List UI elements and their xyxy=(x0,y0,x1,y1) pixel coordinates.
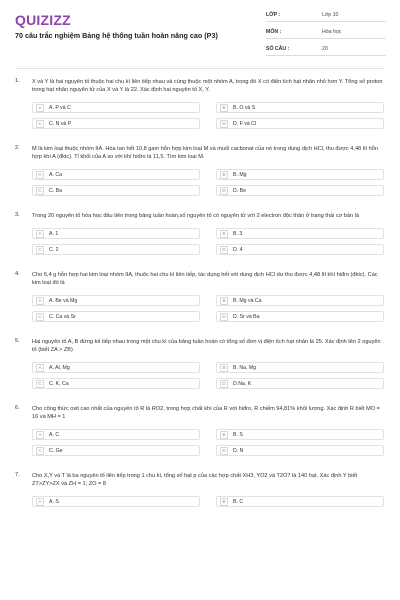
question-7 xyxy=(0,472,400,512)
answer-option-c[interactable] xyxy=(32,118,200,129)
option-letter-box: A xyxy=(36,230,44,238)
option-text: B. Mg và Ca xyxy=(233,297,262,304)
question-text: Cho 6,4 g hỗn hợp hai kim loại nhóm IIA, thuộc hai chu kì liên tiếp, tác dụng hết với dung dịch HCl dư thu được 4,48 lít khí hiđro (đktc). Các kim loại đó là xyxy=(32,272,378,286)
answer-option-b[interactable] xyxy=(216,429,384,440)
meta-row-question-count xyxy=(266,42,386,56)
option-text: D. Sr và Ba xyxy=(233,313,260,320)
meta-label-subject: MÔN : xyxy=(266,28,282,35)
answer-option-b[interactable] xyxy=(216,169,384,180)
quizizz-logo: QUIZIZZ xyxy=(15,12,71,28)
answer-option-d[interactable] xyxy=(216,185,384,196)
option-text: A. 1 xyxy=(49,230,59,237)
option-letter-box: A xyxy=(36,431,44,439)
answer-option-b[interactable] xyxy=(216,102,384,113)
answer-options xyxy=(32,362,384,394)
option-letter-box: A xyxy=(36,364,44,372)
answer-option-a[interactable] xyxy=(32,169,200,180)
answer-option-d[interactable] xyxy=(216,378,384,389)
option-letter-box: C xyxy=(36,120,44,128)
option-letter-box: A xyxy=(36,498,44,506)
meta-label-class: LỚP : xyxy=(266,11,281,18)
option-letter-box: D xyxy=(220,313,228,321)
option-letter-box: D xyxy=(220,447,228,455)
answer-option-c[interactable] xyxy=(32,445,200,456)
option-letter-box: C xyxy=(36,447,44,455)
question-number: 7. xyxy=(15,472,20,478)
option-text: D. N xyxy=(233,447,244,454)
option-text: B. Na, Mg xyxy=(233,364,257,371)
question-text: X và Y là hai nguyên tố thuộc hai chu kì liên tiếp nhau và cùng thuộc một nhóm A, trong đó X có điện tích hạt nhân nhỏ hơn Y. Tổng số proton trong hạt nhân nguyên tử của X và Y là 22. Xác định hai nguyên tố X, Y. xyxy=(32,79,383,93)
question-4 xyxy=(0,271,400,327)
option-letter-box: C xyxy=(36,313,44,321)
answer-option-a[interactable] xyxy=(32,102,200,113)
option-letter-box: B xyxy=(220,498,228,506)
option-letter-box: C xyxy=(36,380,44,388)
option-letter-box: B xyxy=(220,171,228,179)
option-text: B. C xyxy=(233,498,244,505)
question-text: M là kim loại thuộc nhóm IIA. Hòa tan hết 10,8 gam hỗn hợp kim loại M và muối cacbonat của nó trong dung dịch HCl, thu được 4,48 lít hỗn hợp khí A (đktc). Tỉ khối của A so với khí hiđro là 11,5. Tìm kim loại M. xyxy=(32,146,378,160)
option-letter-box: D xyxy=(220,187,228,195)
option-text: B. Mg xyxy=(233,171,247,178)
answer-option-b[interactable] xyxy=(216,362,384,373)
header-divider xyxy=(15,68,385,69)
answer-options xyxy=(32,102,384,134)
option-text: C. 2 xyxy=(49,246,59,253)
answer-option-c[interactable] xyxy=(32,244,200,255)
question-number: 5. xyxy=(15,338,20,344)
answer-option-a[interactable] xyxy=(32,429,200,440)
option-text: A. Ca xyxy=(49,171,62,178)
question-3 xyxy=(0,212,400,260)
option-text: D. Be xyxy=(233,187,246,194)
option-letter-box: D xyxy=(220,246,228,254)
answer-option-b[interactable] xyxy=(216,228,384,239)
option-letter-box: C xyxy=(36,246,44,254)
option-text: A. Al, Mg xyxy=(49,364,70,371)
option-text: C. Ge xyxy=(49,447,63,454)
option-text: D. F và Cl xyxy=(233,120,257,127)
option-text: B. O và S xyxy=(233,104,256,111)
answer-option-b[interactable] xyxy=(216,295,384,306)
option-text: C. K, Ca xyxy=(49,380,69,387)
worksheet-title: 70 câu trắc nghiệm Bảng hệ thống tuần hoàn nâng cao (P3) xyxy=(15,31,218,40)
option-text: A. P và C xyxy=(49,104,71,111)
question-number: 2. xyxy=(15,145,20,151)
option-text: C. Ba xyxy=(49,187,62,194)
worksheet-meta xyxy=(266,8,386,59)
answer-options xyxy=(32,429,384,461)
option-text: D. 4 xyxy=(233,246,243,253)
answer-option-c[interactable] xyxy=(32,185,200,196)
answer-option-b[interactable] xyxy=(216,496,384,507)
question-number: 4. xyxy=(15,271,20,277)
option-letter-box: B xyxy=(220,364,228,372)
option-letter-box: B xyxy=(220,431,228,439)
answer-option-d[interactable] xyxy=(216,244,384,255)
meta-value-class: Lớp 10 xyxy=(322,11,339,18)
meta-value-question-count: 20 xyxy=(322,45,328,52)
answer-option-d[interactable] xyxy=(216,118,384,129)
question-text: Hai nguyên tố A, B đứng kế tiếp nhau trong một chu kì của bảng tuần hoàn có tổng số đơn vị điện tích hạt nhân là 25. Xác định tên 2 nguyên tố (biết ZA > ZB) xyxy=(32,339,381,353)
question-text: Cho công thức oxit cao nhất của nguyên tố R là RO2, trong hợp chất khí của R với hiđro, R chiếm 94,81% khối lượng. Xác định R biết MO = 16 và MH = 1 xyxy=(32,406,380,420)
answer-option-a[interactable] xyxy=(32,228,200,239)
answer-option-d[interactable] xyxy=(216,311,384,322)
question-5 xyxy=(0,338,400,394)
answer-options xyxy=(32,496,384,512)
option-text: A. S xyxy=(49,498,59,505)
question-number: 3. xyxy=(15,212,20,218)
option-letter-box: B xyxy=(220,230,228,238)
meta-row-class xyxy=(266,8,386,22)
question-number: 6. xyxy=(15,405,20,411)
option-letter-box: A xyxy=(36,297,44,305)
question-1 xyxy=(0,78,400,134)
question-number: 1. xyxy=(15,78,20,84)
question-list xyxy=(0,78,400,523)
option-letter-box: D xyxy=(220,380,228,388)
worksheet-header xyxy=(0,0,400,64)
option-letter-box: C xyxy=(36,187,44,195)
answer-option-a[interactable] xyxy=(32,295,200,306)
option-letter-box: A xyxy=(36,171,44,179)
option-text: D.Na, K xyxy=(233,380,252,387)
question-text: Trong 20 nguyên tố hóa học đầu tiên trong bảng tuần hoàn,số nguyên tố có nguyên tử với 2 electron độc thân ở trạng thái cơ bản là xyxy=(32,213,360,219)
option-text: B. 3 xyxy=(233,230,243,237)
option-text: B. S xyxy=(233,431,243,438)
meta-value-subject: Hóa học xyxy=(322,28,342,35)
answer-options xyxy=(32,169,384,201)
option-letter-box: A xyxy=(36,104,44,112)
meta-label-question-count: SỐ CÂU : xyxy=(266,45,290,52)
option-text: A. Be và Mg xyxy=(49,297,78,304)
answer-option-d[interactable] xyxy=(216,445,384,456)
option-text: A. C xyxy=(49,431,60,438)
option-text: C. Ca và Sr xyxy=(49,313,76,320)
question-2 xyxy=(0,145,400,201)
option-letter-box: B xyxy=(220,104,228,112)
option-letter-box: D xyxy=(220,120,228,128)
answer-option-a[interactable] xyxy=(32,362,200,373)
option-text: C. N và P xyxy=(49,120,72,127)
answer-options xyxy=(32,295,384,327)
meta-row-subject xyxy=(266,25,386,39)
question-6 xyxy=(0,405,400,461)
answer-option-a[interactable] xyxy=(32,496,200,507)
question-text: Cho X,Y và T là ba nguyên tố liên tiếp trong 1 chu kì, tổng số hạt p của các hợp chất XH3, YO2 và T2O7 là 140 hạt. Xác định Y biết ZT>ZY>ZX và ZH = 1; ZO = 8 xyxy=(32,473,358,487)
answer-option-c[interactable] xyxy=(32,378,200,389)
answer-options xyxy=(32,228,384,260)
option-letter-box: B xyxy=(220,297,228,305)
answer-option-c[interactable] xyxy=(32,311,200,322)
